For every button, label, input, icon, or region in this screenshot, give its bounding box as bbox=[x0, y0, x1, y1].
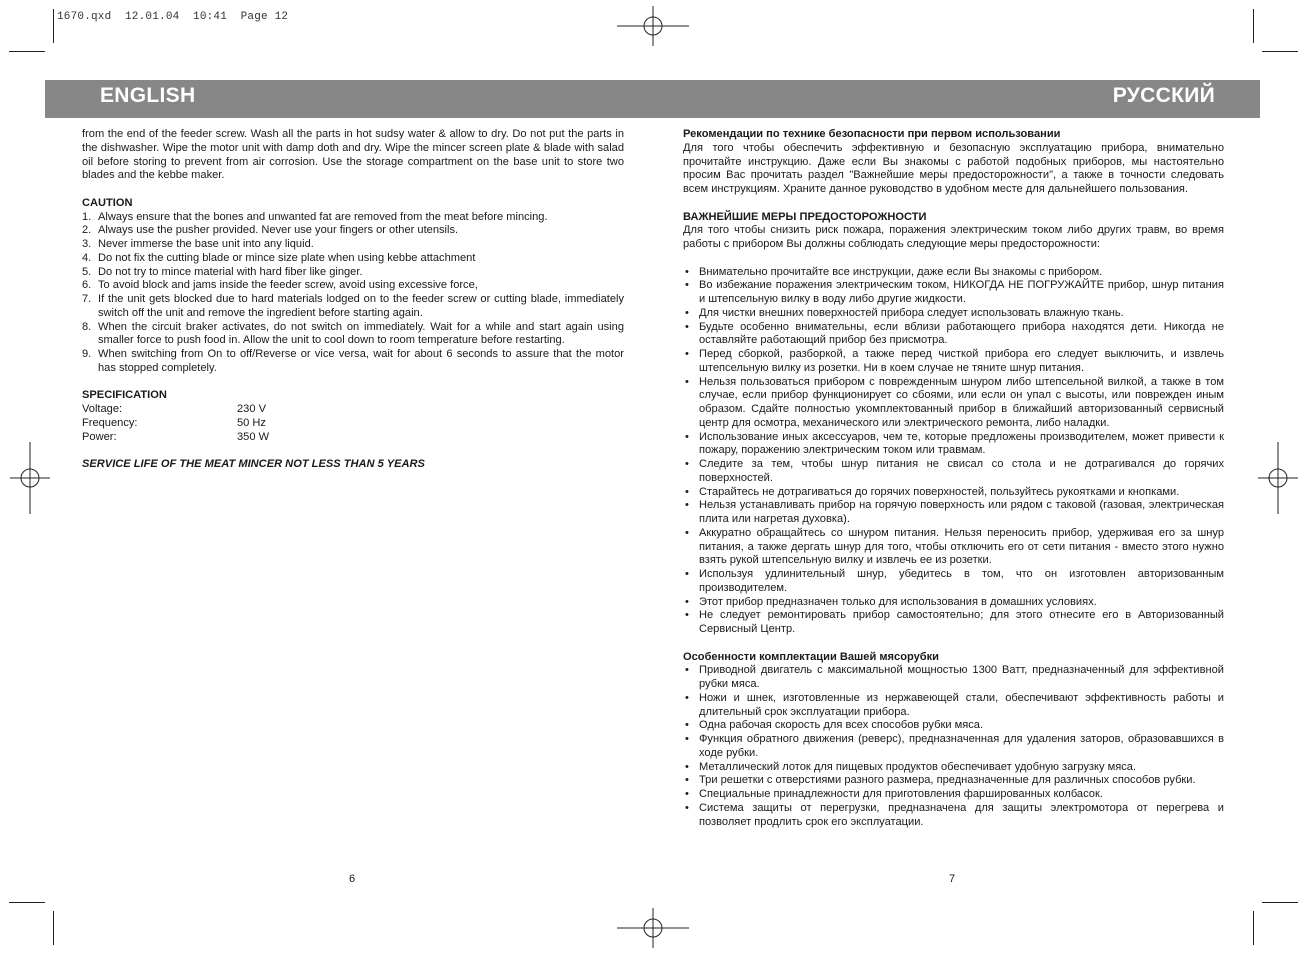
list-item: • Во избежание поражения электрическим током, НИКОГДА НЕ ПОГРУЖАЙТЕ прибор, шнур питания и штепсельную вилку в воду либо другие жидкости. bbox=[685, 279, 1224, 305]
list-item: • Перед сборкой, разборкой, а также перед чисткой прибора его следует выключить, и извлечь штепсельную вилку из розетки. Ни в коем случае не тяните шнур питания. bbox=[685, 348, 1224, 374]
list-item: 7. If the unit gets blocked due to hard materials lodged on to the feeder screw or cutting blade, immediately switch off the unit and remove the ingredient before starting again. bbox=[82, 293, 624, 319]
safety-heading: Рекомендации по технике безопасности при первом использовании bbox=[683, 128, 1061, 140]
list-item: 5. Do not try to mince material with hard fiber like ginger. bbox=[82, 265, 363, 278]
crop-mark bbox=[9, 51, 45, 52]
page-number-right: 7 bbox=[949, 873, 956, 885]
crop-mark bbox=[1253, 911, 1254, 945]
list-item: • Старайтесь не дотрагиваться до горячих поверхностей, пользуйтесь рукоятками и кнопками. bbox=[685, 485, 1180, 498]
table-row: Frequency: 50 Hz bbox=[82, 416, 266, 429]
list-item: 6. To avoid block and jams inside the feeder screw, avoid using excessive force, bbox=[82, 279, 478, 292]
list-item: • Ножи и шнек, изготовленные из нержавеющей стали, обеспечивают эффективность работы и длительный срок эксплуатации прибора. bbox=[685, 691, 1224, 718]
precautions-heading: ВАЖНЕЙШИЕ МЕРЫ ПРЕДОСТОРОЖНОСТИ bbox=[683, 210, 927, 223]
specification-heading: SPECIFICATION bbox=[82, 389, 167, 402]
list-item: • Аккуратно обращайтесь со шнуром питания. Нельзя переносить прибор, удерживая его за шнур питания, а также дергать шнур для того, чтобы отключить его от сети питания - вместо этого нужно взять рукой штепсельную вилку и извлечь ее из розетки. bbox=[685, 526, 1224, 567]
crop-mark bbox=[1262, 902, 1298, 903]
precautions-list bbox=[683, 266, 1224, 637]
page-number-left: 6 bbox=[349, 873, 356, 885]
crop-mark bbox=[53, 9, 54, 43]
russian-column bbox=[683, 128, 1224, 829]
english-column bbox=[82, 128, 624, 472]
list-item: • Не следует ремонтировать прибор самостоятельно; для этого отнесите его в Авторизованный Сервисный Центр. bbox=[685, 609, 1224, 635]
list-item: • Внимательно прочитайте все инструкции, даже если Вы знакомы с прибором. bbox=[685, 265, 1103, 278]
list-item: • Этот прибор предназначен только для использования в домашних условиях. bbox=[685, 595, 1097, 608]
caution-heading: CAUTION bbox=[82, 196, 133, 209]
list-item: • Система защиты от перегрузки, предназначена для защиты электромотора от перегрева и позволяет продлить срок его эксплуатации. bbox=[685, 801, 1224, 828]
section-title-english: ENGLISH bbox=[100, 84, 196, 107]
header-band bbox=[45, 80, 1260, 118]
list-item: • Следите за тем, чтобы шнур питания не свисал со стола и не дотрагивался до горячих поверхностей. bbox=[685, 458, 1224, 484]
list-item: • Функция обратного движения (реверс), предназначенная для удаления заторов, образовавшихся в ходе рубки. bbox=[685, 733, 1224, 759]
crop-mark bbox=[53, 911, 54, 945]
list-item: 9. When switching from On to off/Reverse or vice versa, wait for about 6 seconds to assure that the motor has stopped completely. bbox=[82, 348, 624, 374]
safety-paragraph: Для того чтобы обеспечить эффективную и безопасную эксплуатацию прибора, внимательно прочитайте инструкцию. Даже если Вы знакомы с работой подобных приборов, мы настоятельно просим Вас прочитать раздел "Важнейшие меры предосторожности", а также в точности следовать всем инструкциям. Храните данное руководство в удобном месте для дальнейшего пользования. bbox=[683, 141, 1224, 195]
print-slug: 1670.qxd 12.01.04 10:41 Page 12 bbox=[57, 11, 289, 23]
list-item: • Для чистки внешних поверхностей прибора следует использовать влажную ткань. bbox=[685, 306, 1124, 319]
registration-mark-icon bbox=[1258, 442, 1298, 514]
features-list bbox=[683, 664, 1224, 829]
list-item: • Будьте особенно внимательны, если вблизи работающего прибора находятся дети. Никогда не оставляйте работающий прибор без присмотра. bbox=[685, 320, 1224, 347]
cleaning-paragraph: from the end of the feeder screw. Wash all the parts in hot sudsy water & allow to dry. Do not put the parts in the dishwasher. Wipe the motor unit with damp doth and dry. Wipe the mincer screen plate & blade with salad oil before storing to prevent from air corrosion. Use the storage compartment on the base unit to store two blades and the kebbe maker. bbox=[82, 128, 624, 182]
crop-mark bbox=[9, 902, 45, 903]
service-life-note: SERVICE LIFE OF THE MEAT MINCER NOT LESS THAN 5 YEARS bbox=[82, 458, 425, 470]
list-item: 1. Always ensure that the bones and unwanted fat are removed from the meat before mincing. bbox=[82, 210, 548, 223]
table-row: Power: 350 W bbox=[82, 430, 270, 443]
list-item: 8. When the circuit braker activates, do not switch on immediately. Wait for a while and start again using smaller force to push food in. Allow the unit to cool down to room temperature before restarting. bbox=[82, 320, 624, 347]
crop-mark bbox=[1253, 9, 1254, 43]
features-heading: Особенности комплектации Вашей мясорубки bbox=[683, 650, 939, 663]
list-item: • Использование иных аксессуаров, чем те, которые предложены производителем, может привести к пожару, поражению электрическим током или травмам. bbox=[685, 430, 1224, 457]
caution-list bbox=[82, 211, 624, 376]
list-item: • Одна рабочая скорость для всех способов рубки мяса. bbox=[685, 719, 984, 732]
list-item: 2. Always use the pusher provided. Never use your fingers or other utensils. bbox=[82, 224, 459, 237]
registration-mark-icon bbox=[10, 442, 50, 514]
list-item: • Нельзя пользоваться прибором с поврежденным шнуром либо штепсельной вилкой, а также в том случае, если прибор функционирует со сбоями, или если он упал с высоты, или поврежден иным образом. Сдайте полностью укомплектованный прибор в ближайший авторизованный сервисный центр для осмотра, механического или электрического ремонта, либо наладки. bbox=[685, 375, 1224, 429]
list-item: • Специальные принадлежности для приготовления фаршированных колбасок. bbox=[685, 788, 1103, 800]
list-item: 3. Never immerse the base unit into any liquid. bbox=[82, 238, 314, 250]
precautions-intro: Для того чтобы снизить риск пожара, поражения электрическим током либо других травм, во время работы с прибором Вы должны соблюдать следующие меры предосторожности: bbox=[683, 224, 1224, 250]
section-title-russian: РУССКИЙ bbox=[1112, 84, 1215, 107]
list-item: 4. Do not fix the cutting blade or mince size plate when using kebbe attachment bbox=[82, 251, 476, 264]
crop-mark bbox=[1262, 51, 1298, 52]
specification-table bbox=[82, 403, 269, 444]
list-item: • Приводной двигатель с максимальной мощностью 1300 Ватт, предназначенный для эффективной рубки мяса. bbox=[685, 664, 1224, 690]
table-row: Voltage: 230 V bbox=[82, 403, 266, 415]
registration-mark-icon bbox=[617, 6, 689, 46]
list-item: • Используя удлинительный шнур, убедитесь в том, что он изготовлен авторизованным производителем. bbox=[685, 568, 1224, 594]
list-item: • Три решетки с отверстиями разного размера, предназначенные для различных способов рубки. bbox=[685, 774, 1196, 787]
list-item: • Металлический лоток для пищевых продуктов обеспечивает удобную загрузку мяса. bbox=[685, 760, 1137, 773]
list-item: • Нельзя устанавливать прибор на горячую поверхность или рядом с таковой (газовая, электрическая плита или нагретая духовка). bbox=[685, 499, 1224, 525]
registration-mark-icon bbox=[617, 908, 689, 948]
